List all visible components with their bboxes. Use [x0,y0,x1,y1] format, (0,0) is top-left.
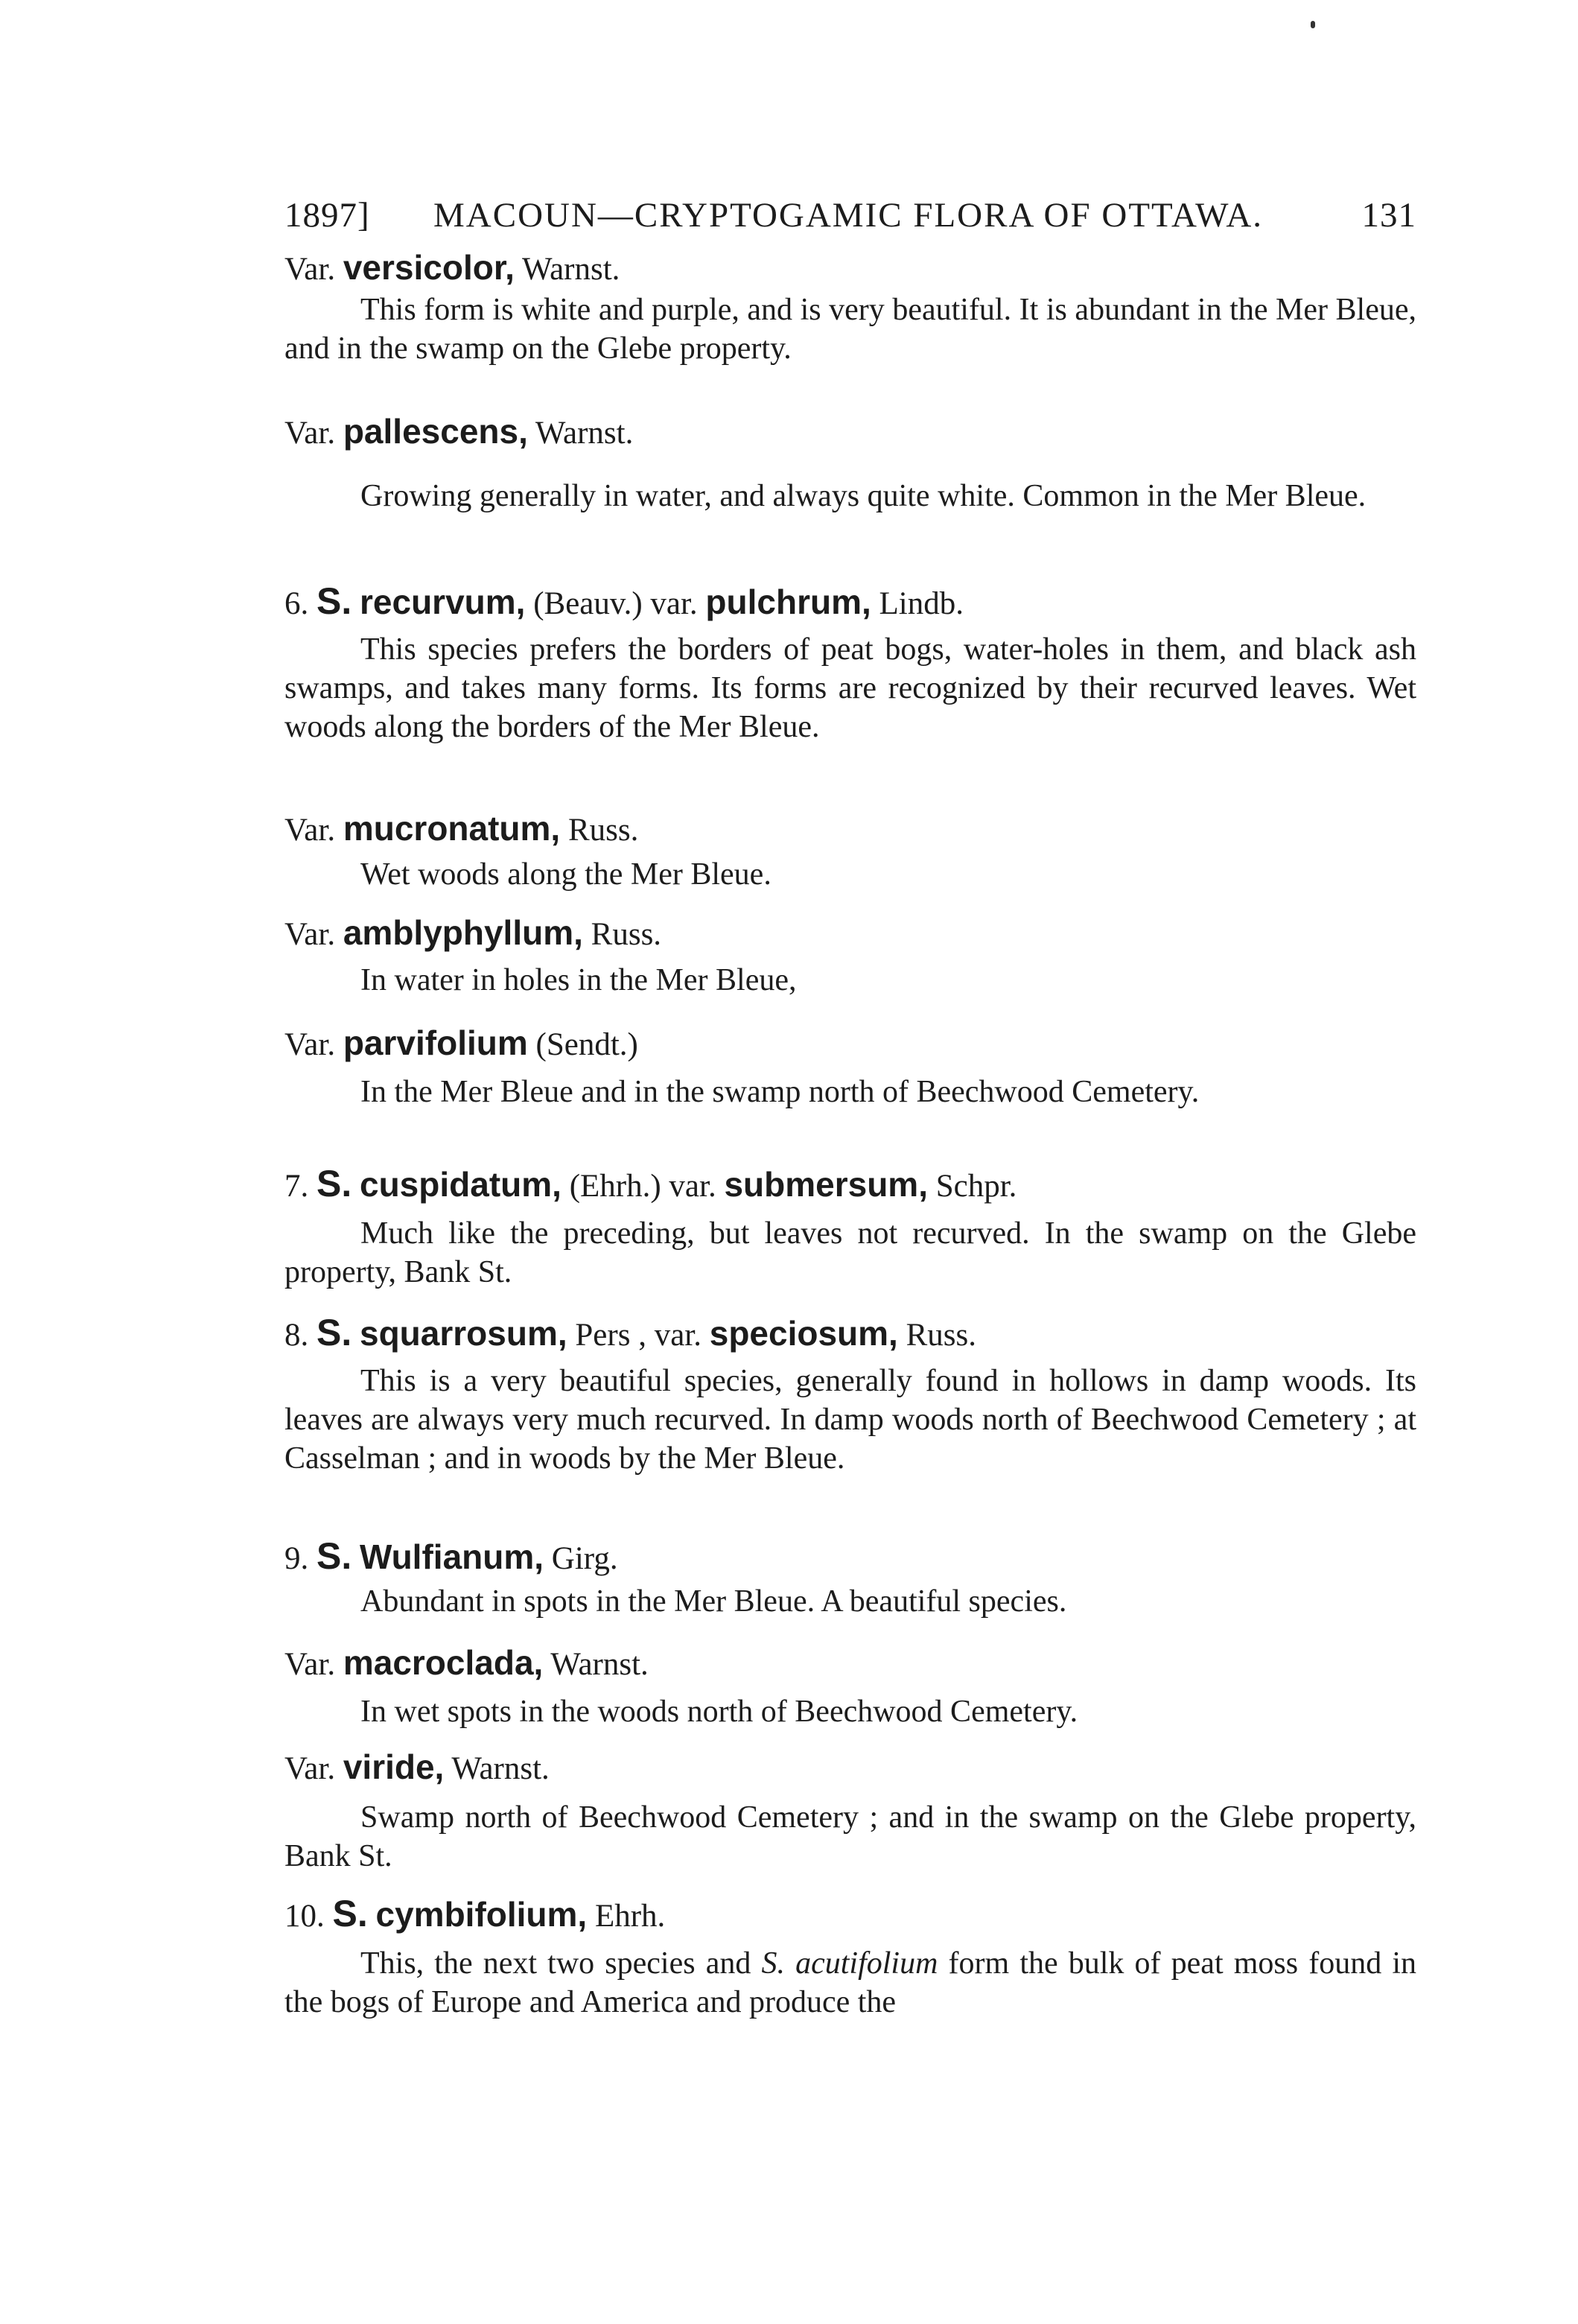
variety-name: submersum, [724,1165,928,1204]
taxon-author: Ehrh. [594,1899,666,1934]
taxon-author: Pers , var. [575,1318,701,1353]
taxon-name: amblyphyllum, [343,913,583,952]
taxon-name: viride, [343,1747,445,1786]
entry-heading [284,411,1416,451]
entry-description: This species prefers the borders of peat bogs, water-holes in them, and black ash swamps, and takes many forms. Its forms are recognized by their recurved leaves. Wet woods along the borders of the Mer Bleue. [284,632,1416,744]
entry-heading [284,912,1416,953]
stray-ink-mark [1311,21,1315,28]
entry-heading [284,1162,1416,1205]
genus-abbrev: S. [316,1535,352,1577]
entry-heading [284,1642,1416,1683]
taxon-author: Russ. [591,917,662,952]
taxon-author: Warnst. [550,1647,649,1682]
taxon-author: (Sendt.) [535,1027,638,1062]
genus-abbrev: S. [316,1312,352,1353]
entry-prefix: Var. [284,1027,336,1062]
header-year: 1897] [284,196,370,235]
genus-abbrev: S. [316,1163,352,1204]
entry-heading [284,808,1416,848]
entry-prefix: 6. [284,586,309,621]
entry-prefix: Var. [284,416,336,451]
header-title: MACOUN—CRYPTOGAMIC FLORA OF OTTAWA. [433,196,1264,235]
variety-name: speciosum, [709,1314,898,1353]
entry-description: Abundant in spots in the Mer Bleue. A beautiful species. [360,1584,1067,1619]
entry-prefix: 9. [284,1541,309,1576]
entry-description: Wet woods along the Mer Bleue. [360,857,771,892]
taxon-author: Warnst. [535,416,634,451]
entry-description: In water in holes in the Mer Bleue, [360,963,797,997]
entry-heading [284,1311,1416,1354]
variety-author: Schpr. [935,1169,1017,1204]
taxon-author: Warnst. [521,252,620,287]
variety-author: Lindb. [879,586,964,621]
taxon-author: (Beauv.) var. [533,586,698,621]
entry-heading [284,1747,1416,1787]
taxon-author: (Ehrh.) var. [569,1169,716,1204]
text-segment: This, the next two species and [360,1946,751,1981]
entry-heading [284,1023,1416,1063]
entry-description: Growing generally in water, and always quite white. Common in the Mer Bleue. [360,479,1367,513]
taxon-author: Warnst. [451,1751,550,1786]
text-segment: form the bulk of peat moss found in the bogs of Europe and America and produce the [284,1946,1416,2019]
page-number: 131 [1361,196,1416,235]
entry-prefix: Var. [284,1647,336,1682]
entry-prefix: 8. [284,1318,309,1353]
entry-description: Swamp north of Beechwood Cemetery ; and in the swamp on the Glebe property, Bank St. [284,1800,1416,1873]
variety-name: pulchrum, [705,582,871,621]
entry-description: This form is white and purple, and is very beautiful. It is abundant in the Mer Bleue, and in the swamp on the Glebe property. [284,293,1416,366]
genus-abbrev: S. [316,580,352,622]
taxon-name: cymbifolium, [375,1895,588,1934]
entry-heading [284,1892,1416,1935]
entry-description: Much like the preceding, but leaves not recurved. In the swamp on the Glebe property, Bank St. [284,1216,1416,1289]
entry-description: In the Mer Bleue and in the swamp north of Beechwood Cemetery. [360,1075,1200,1109]
entry-prefix: Var. [284,252,336,287]
entry-description: In wet spots in the woods north of Beechwood Cemetery. [360,1695,1078,1729]
taxon-name: macroclada, [343,1643,544,1682]
variety-author: Russ. [906,1318,976,1353]
taxon-author: Girg. [551,1541,618,1576]
entry-prefix: Var. [284,917,336,952]
taxon-name: mucronatum, [343,809,561,848]
entry-heading [284,247,1416,288]
taxon-name: pallescens, [343,412,528,451]
entry-prefix: 7. [284,1169,309,1204]
entry-heading [284,580,1416,623]
genus-abbrev: S. [332,1893,368,1934]
entry-description [284,1944,1416,2022]
entry-prefix: 10. [284,1899,325,1934]
taxon-name: versicolor, [343,248,515,287]
taxon-name: squarrosum, [360,1314,567,1353]
italic-taxon: S. acutifolium [761,1946,938,1981]
taxon-name: parvifolium [343,1023,528,1062]
taxon-name: cuspidatum, [360,1165,561,1204]
entry-heading [284,1534,1416,1578]
taxon-name: recurvum, [360,582,526,621]
entry-prefix: Var. [284,813,336,848]
taxon-name: Wulfianum, [360,1537,544,1576]
entry-prefix: Var. [284,1751,336,1786]
taxon-author: Russ. [567,813,639,848]
entry-description: This is a very beautiful species, generally found in hollows in damp woods. Its leaves are always very much recurved. In damp woods north of Beechwood Cemetery ; at Casselman ; and in woods by the Mer Bleue. [284,1364,1416,1476]
running-head [284,195,1416,240]
